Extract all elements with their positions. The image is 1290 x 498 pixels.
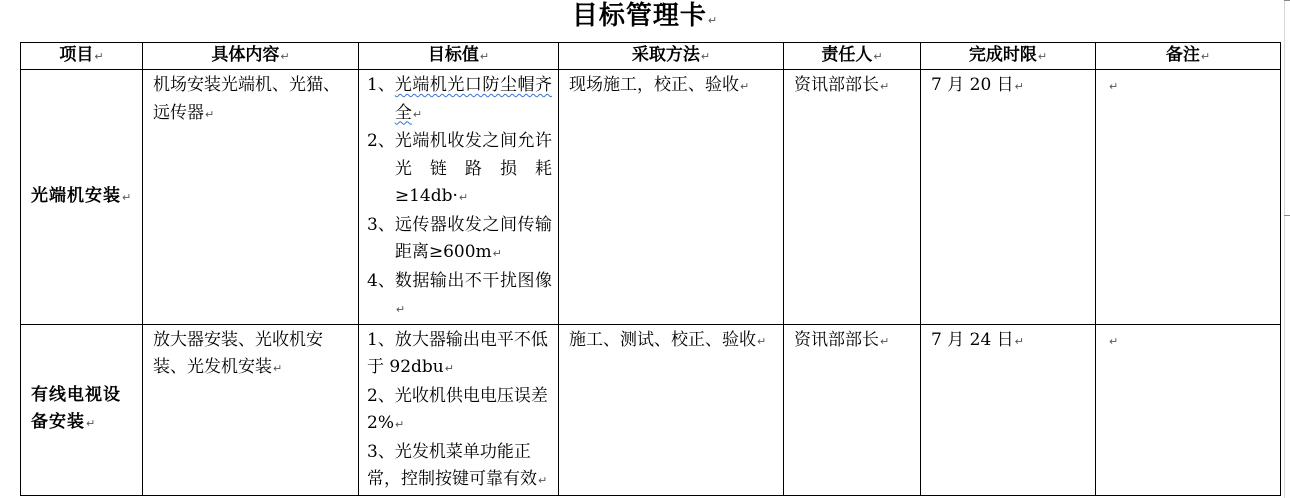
project-cell[interactable]: 光端机安装↵ <box>21 70 143 325</box>
paragraph-mark-icon: ↵ <box>479 50 490 63</box>
target-cell[interactable] <box>359 70 559 325</box>
paragraph-mark-icon: ↵ <box>86 417 97 430</box>
page-margin-marker <box>1284 0 1290 1</box>
deadline-cell[interactable]: 7 月 20 日↵ <box>921 70 1096 325</box>
method-cell[interactable]: 施工、测试、校正、验收↵ <box>559 324 784 495</box>
paragraph-mark-icon: ↵ <box>122 190 133 204</box>
header-owner: 责任人↵ <box>784 43 921 70</box>
notes-cell[interactable] <box>1096 70 1281 325</box>
table-row <box>21 324 1281 495</box>
paragraph-mark-icon: ↵ <box>444 362 454 375</box>
target-item: 3、光发机菜单功能正常，控制按键可靠有效↵ <box>367 441 548 489</box>
content-cell[interactable]: 放大器安装、光收机安装、光发机安装↵ <box>143 324 359 495</box>
paragraph-mark-icon: ↵ <box>880 80 890 93</box>
target-item: 1、 光端机光口防尘帽齐全↵ <box>367 75 552 123</box>
paragraph-mark-icon: ↵ <box>1200 50 1211 63</box>
paragraph-mark-icon: ↵ <box>94 50 104 63</box>
paragraph-mark-icon: ↵ <box>1014 334 1024 348</box>
paragraph-mark-icon: ↵ <box>394 418 405 431</box>
paragraph-mark-icon: ↵ <box>700 50 711 63</box>
paragraph-mark-icon: ↵ <box>1109 80 1119 93</box>
paragraph-mark-icon: ↵ <box>538 474 548 487</box>
table-row <box>21 70 1281 325</box>
paragraph-mark-icon: ↵ <box>757 334 767 348</box>
paragraph-mark-icon: ↵ <box>740 80 750 93</box>
target-management-table <box>20 42 1281 496</box>
page-margin-marker <box>1284 215 1290 216</box>
paragraph-mark-icon: ↵ <box>492 247 502 260</box>
header-notes: 备注↵ <box>1096 43 1281 70</box>
paragraph-mark-icon: ↵ <box>458 191 469 204</box>
paragraph-mark-icon: ↵ <box>280 50 290 63</box>
header-content: 具体内容↵ <box>143 43 359 70</box>
target-item: 2、 光端机收发之间允许光链路损耗≥14db·↵ <box>367 131 552 206</box>
header-row <box>21 43 1281 70</box>
paragraph-mark-icon: ↵ <box>1037 50 1048 63</box>
page-title <box>0 0 1290 37</box>
header-project: 项目↵ <box>21 43 143 70</box>
target-cell[interactable] <box>359 324 559 495</box>
owner-cell[interactable]: 资讯部部长↵ <box>784 324 921 495</box>
paragraph-mark-icon: ↵ <box>1109 334 1119 348</box>
target-item: 1、放大器输出电平不低于 92dbu↵ <box>367 329 548 377</box>
paragraph-mark-icon: ↵ <box>1014 80 1024 93</box>
header-method: 采取方法↵ <box>559 43 784 70</box>
paragraph-mark-icon: ↵ <box>880 334 890 348</box>
content-cell[interactable]: 机场安装光端机、光猫、远传器↵ <box>143 70 359 325</box>
paragraph-mark-icon: ↵ <box>395 303 406 316</box>
title-text: 目标管理卡 <box>571 1 707 31</box>
page-right-edge <box>1284 0 1285 498</box>
project-cell[interactable]: 有线电视设备安装↵ <box>21 324 143 495</box>
header-deadline: 完成时限↵ <box>921 43 1096 70</box>
paragraph-mark-icon: ↵ <box>412 107 423 121</box>
target-item: 2、光收机供电电压误差 2%↵ <box>367 385 548 433</box>
deadline-cell[interactable]: 7 月 24 日↵ <box>921 324 1096 495</box>
target-item: 3、 远传器收发之间传输距离≥600m↵ <box>367 214 552 262</box>
paragraph-mark-icon: ↵ <box>273 362 283 375</box>
paragraph-mark-icon: ↵ <box>205 107 215 121</box>
method-cell[interactable]: 现场施工，校正、验收↵ <box>559 70 784 325</box>
header-target: 目标值↵ <box>359 43 559 70</box>
paragraph-mark-icon: ↵ <box>707 14 719 27</box>
owner-cell[interactable]: 资讯部部长↵ <box>784 70 921 325</box>
target-item: 4、 数据输出不干扰图像↵ <box>367 270 552 316</box>
notes-cell[interactable] <box>1096 324 1281 495</box>
paragraph-mark-icon: ↵ <box>873 50 883 63</box>
